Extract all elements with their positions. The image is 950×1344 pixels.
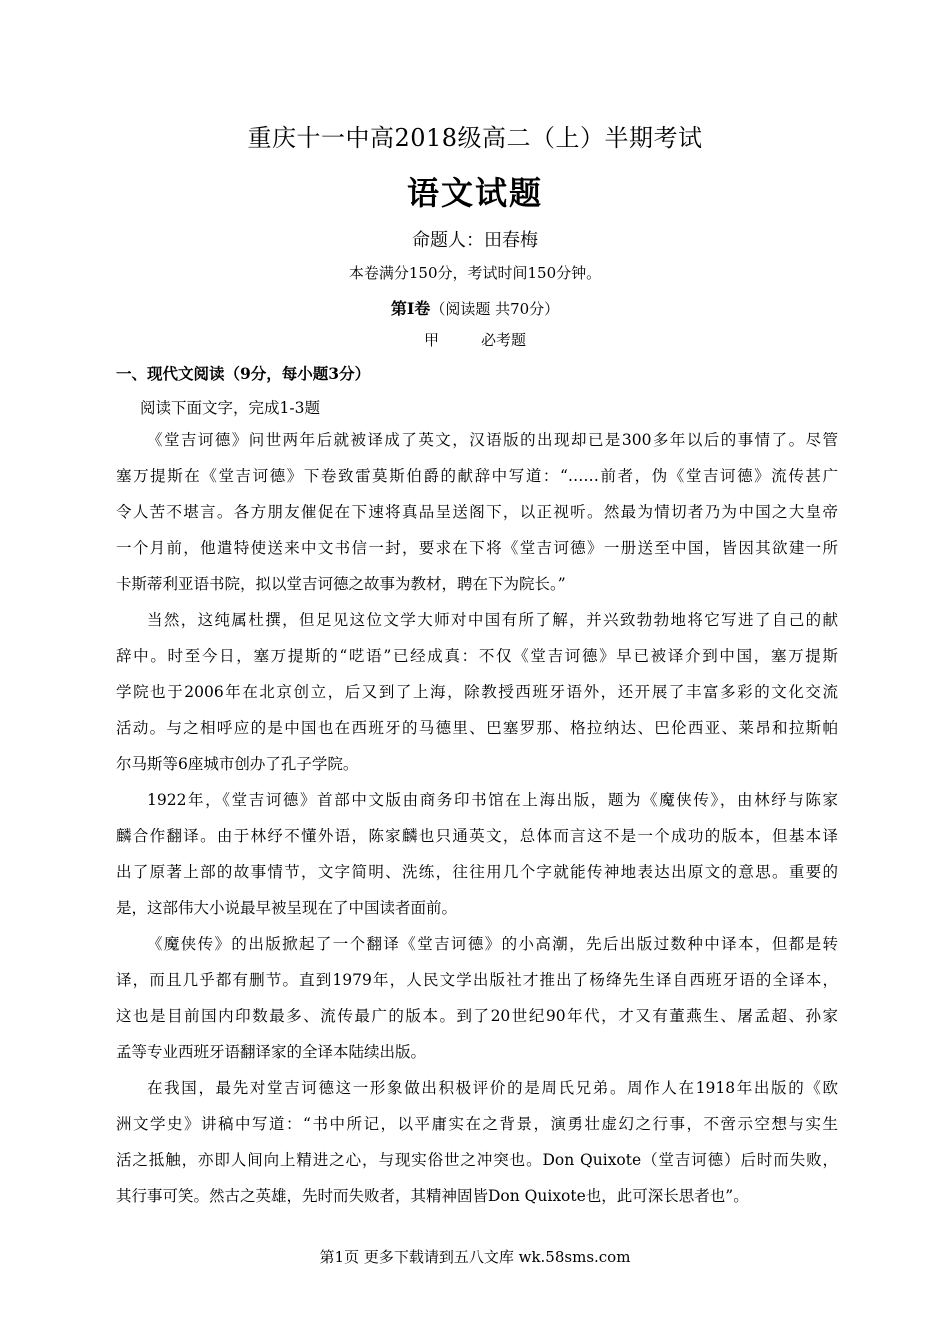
paragraph-line: 一个月前，他遣特使送来中文书信一封，要求在下将《堂吉诃德》一册送至中国，皆因其欲建一所: [116, 539, 838, 557]
section-a-heading: [0, 329, 950, 350]
paragraph-line: 《堂吉诃德》问世两年后就被译成了英文，汉语版的出现却已是300多年以后的事情了。尽管: [147, 431, 838, 449]
paragraph-line: 当然，这纯属杜撰，但足见这位文学大师对中国有所了解，并兴致勃勃地将它写进了自己的献: [147, 611, 838, 629]
paragraph-line: 塞万提斯在《堂吉诃德》下卷致雷莫斯伯爵的献辞中写道：“……前者，伪《堂吉诃德》流传甚广: [116, 467, 838, 485]
paragraph-line: 麟合作翻译。由于林纾不懂外语，陈家麟也只通英文，总体而言这不是一个成功的版本，但基本译: [116, 827, 838, 845]
paragraph-line: 活之抵触，亦即人间向上精进之心，与现实俗世之冲突也。Don Quixote（堂吉诃德）后时而失败，: [116, 1151, 838, 1169]
paragraph-line: 是，这部伟大小说最早被呈现在了中国读者面前。: [116, 899, 458, 917]
passage-paragraph-1: [116, 422, 838, 602]
page-footer: 第1页 更多下载请到五八文库 wk.58sms.com: [319, 1248, 631, 1266]
paragraph-line: 学院也于2006年在北京创立，后又到了上海，除教授西班牙语外，还开展了丰富多彩的文化交流: [116, 683, 838, 701]
passage-paragraph-5: [116, 1070, 838, 1214]
volume-label: 第Ⅰ卷: [390, 299, 431, 318]
paragraph-line: 令人苦不堪言。各方朋友催促在下速将真品呈送阁下，以正视听。然最为情切者乃为中国之大皇帝: [116, 503, 838, 521]
paragraph-line: 出了原著上部的故事情节，文字简明、洗练，往往用几个字就能传神地表达出原文的意思。重要的: [116, 863, 838, 881]
paragraph-line: 《魔侠传》的出版掀起了一个翻译《堂吉诃德》的小高潮，先后出版过数种中译本，但都是转: [147, 935, 838, 953]
exam-title: 重庆十一中高2018级高二（上）半期考试: [247, 124, 703, 152]
section-a-right: 必考题: [481, 331, 527, 349]
paragraph-line: 其行事可笑。然古之英雄，先时而失败者，其精神固皆Don Quixote也，此可深长思者也”。: [116, 1187, 749, 1205]
paragraph-line: 辞中。时至今日，塞万提斯的“呓语”已经成真：不仅《堂吉诃德》早已被译介到中国，塞万提斯: [116, 647, 838, 665]
question-1-instruction: 阅读下面文字，完成1-3题: [140, 399, 320, 417]
exam-info: 本卷满分150分，考试时间150分钟。: [348, 264, 602, 282]
passage-paragraph-3: [116, 782, 838, 926]
volume-heading: [0, 296, 950, 319]
paragraph-line: 尔马斯等6座城市创办了孔子学院。: [116, 755, 359, 773]
paragraph-line: 活动。与之相呼应的是中国也在西班牙的马德里、巴塞罗那、格拉纳达、巴伦西亚、莱昂和拉斯帕: [116, 719, 838, 737]
author-line: 命题人：田春梅: [412, 230, 538, 251]
section-a-left: 甲: [423, 331, 439, 349]
subject-title: 语文试题: [406, 174, 543, 212]
paragraph-line: 在我国，最先对堂吉诃德这一形象做出积极评价的是周氏兄弟。周作人在1918年出版的《欧: [147, 1079, 838, 1097]
passage-paragraph-2: [116, 602, 838, 782]
paragraph-line: 这也是目前国内印数最多、流传最广的版本。到了20世纪90年代，才又有董燕生、屠孟超、孙家: [116, 1007, 838, 1025]
paragraph-line: 译，而且几乎都有删节。直到1979年，人民文学出版社才推出了杨绛先生译自西班牙语的全译本，: [116, 971, 838, 989]
paragraph-line: 1922年，《堂吉诃德》首部中文版由商务印书馆在上海出版，题为《魔侠传》，由林纾与陈家: [147, 791, 838, 809]
passage-paragraph-4: [116, 926, 838, 1070]
paragraph-line: 洲文学史》讲稿中写道：“书中所记，以平庸实在之背景，演勇壮虚幻之行事，不啻示空想与实生: [116, 1115, 838, 1133]
paragraph-line: 孟等专业西班牙语翻译家的全译本陆续出版。: [116, 1043, 427, 1061]
volume-note: （阅读题 共70分）: [430, 300, 560, 318]
question-1-heading: 一、现代文阅读（9分，每小题3分）: [116, 364, 371, 383]
paragraph-line: 卡斯蒂利亚语书院，拟以堂吉诃德之故事为教材，聘在下为院长。”: [116, 575, 566, 593]
